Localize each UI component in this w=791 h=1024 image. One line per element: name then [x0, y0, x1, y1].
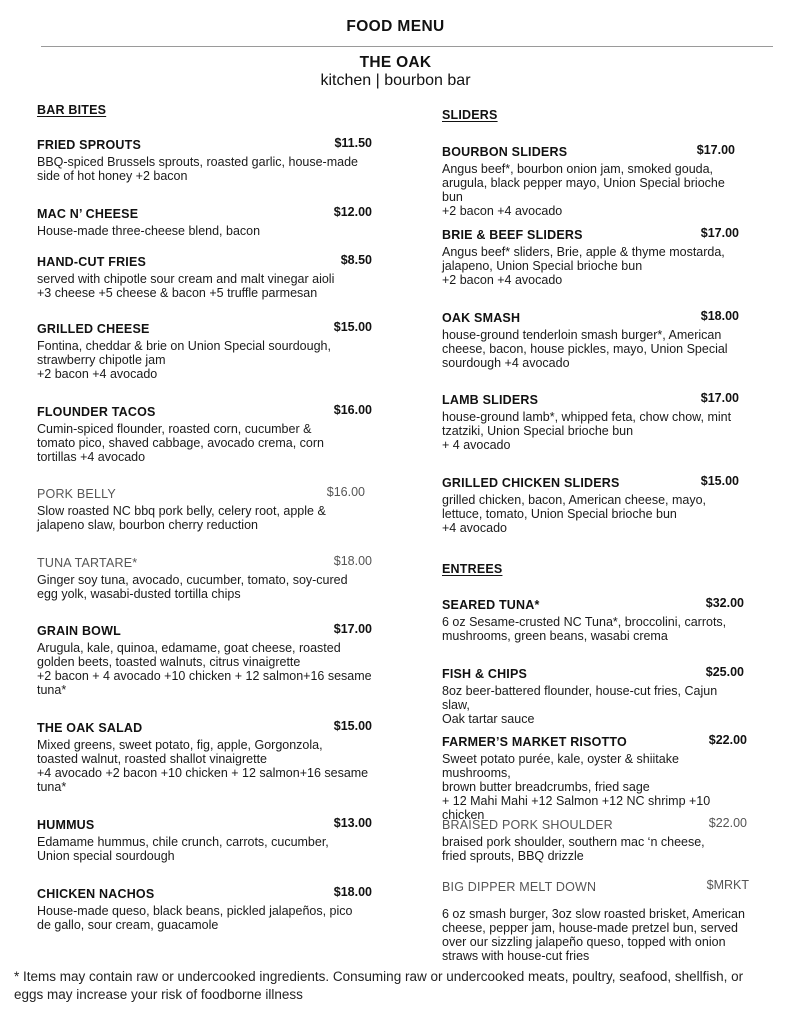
- item-description: Sweet potato purée, kale, oyster & shiitake mushrooms, brown butter breadcrumbs, fried sage + 12 Mahi Mahi +12 Salmon +12 NC shrimp +10 chicken: [442, 752, 711, 822]
- item-price: $16.00: [333, 403, 372, 417]
- item-price: $12.00: [333, 205, 372, 219]
- menu-item-oak-smash: [442, 309, 739, 370]
- item-price: $17.00: [333, 622, 372, 636]
- menu-item-farmers-market-risotto: [442, 733, 747, 822]
- item-price: $8.50: [340, 253, 372, 267]
- menu-item-lamb-sliders: [442, 391, 739, 452]
- menu-item-the-oak-salad: [37, 719, 372, 794]
- item-price: $22.00: [708, 733, 747, 747]
- item-description: House-made three-cheese blend, bacon: [37, 224, 261, 238]
- item-price: $17.00: [700, 226, 739, 240]
- item-name: HUMMUS: [37, 818, 95, 832]
- restaurant-subtitle: kitchen | bourbon bar: [320, 72, 471, 89]
- section-heading-entrees: ENTREES: [442, 562, 503, 576]
- item-name: FRIED SPROUTS: [37, 138, 141, 152]
- menu-item-flounder-tacos: [37, 403, 372, 464]
- menu-item-seared-tuna: [442, 596, 744, 643]
- item-name: OAK SMASH: [442, 311, 521, 325]
- menu-item-grilled-chicken-sliders: [442, 474, 739, 535]
- item-description: House-made queso, black beans, pickled jalapeños, pico de gallo, sour cream, guacamole: [37, 904, 353, 932]
- item-description: house-ground tenderloin smash burger*, American cheese, bacon, house pickles, mayo, Union Special sourdough +4 avocado: [442, 328, 728, 370]
- item-name: BOURBON SLIDERS: [442, 145, 568, 159]
- item-name: SEARED TUNA*: [442, 598, 540, 612]
- section-heading-bar-bites: BAR BITES: [37, 103, 107, 117]
- item-description: braised pork shoulder, southern mac ‘n cheese, fried sprouts, BBQ drizzle: [442, 835, 705, 863]
- item-price: $18.00: [700, 309, 739, 323]
- item-name: CHICKEN NACHOS: [37, 887, 155, 901]
- menu-item-fish-and-chips: [442, 665, 744, 726]
- item-description: 8oz beer-battered flounder, house-cut fries, Cajun slaw, Oak tartar sauce: [442, 684, 718, 726]
- item-price: $18.00: [333, 554, 372, 568]
- allergy-footnote: * Items may contain raw or undercooked ingredients. Consuming raw or undercooked meats, poultry, seafood, shellfish, or eggs may increase your risk of foodborne illness: [14, 969, 744, 1002]
- item-price: $MRKT: [706, 878, 749, 892]
- menu-item-big-dipper-melt-down: [442, 878, 749, 963]
- document-title: FOOD MENU: [346, 18, 445, 35]
- item-name: MAC N’ CHEESE: [37, 207, 139, 221]
- item-name: FISH & CHIPS: [442, 667, 528, 681]
- item-price: $15.00: [333, 320, 372, 334]
- item-description: 6 oz smash burger, 3oz slow roasted brisket, American cheese, pepper jam, house-made pretzel bun, served over our sizzling jalapeño queso, topped with onion straws with house-cut fries: [442, 907, 745, 963]
- item-description: BBQ-spiced Brussels sprouts, roasted garlic, house-made side of hot honey +2 bacon: [37, 155, 358, 183]
- item-description: Edamame hummus, chile crunch, carrots, cucumber, Union special sourdough: [37, 835, 329, 863]
- item-name: LAMB SLIDERS: [442, 393, 539, 407]
- item-description: house-ground lamb*, whipped feta, chow chow, mint tzatziki, Union Special brioche bun + 4 avocado: [442, 410, 732, 452]
- menu-item-brie-beef-sliders: [442, 226, 739, 287]
- item-name: PORK BELLY: [37, 487, 116, 501]
- menu-item-hummus: [37, 816, 372, 863]
- item-description: Angus beef*, bourbon onion jam, smoked gouda, arugula, black pepper mayo, Union Special brioche bun +2 bacon +4 avocado: [442, 162, 725, 218]
- item-price: $16.00: [326, 485, 365, 499]
- menu-item-fried-sprouts: [37, 136, 372, 183]
- item-name: GRAIN BOWL: [37, 624, 121, 638]
- item-name: TUNA TARTARE*: [37, 556, 138, 570]
- item-name: THE OAK SALAD: [37, 721, 143, 735]
- item-name: BRIE & BEEF SLIDERS: [442, 228, 583, 242]
- menu-item-pork-belly: [37, 485, 365, 532]
- item-name: GRILLED CHICKEN SLIDERS: [442, 476, 620, 490]
- item-price: $18.00: [333, 885, 372, 899]
- item-name: FLOUNDER TACOS: [37, 405, 156, 419]
- item-price: $22.00: [708, 816, 747, 830]
- restaurant-name: THE OAK: [359, 54, 432, 71]
- item-name: HAND-CUT FRIES: [37, 255, 147, 269]
- item-description: Cumin-spiced flounder, roasted corn, cucumber & tomato pico, shaved cabbage, avocado crema, corn tortillas +4 avocado: [37, 422, 324, 464]
- item-price: $17.00: [700, 391, 739, 405]
- item-price: $25.00: [705, 665, 744, 679]
- header-divider: [41, 46, 773, 47]
- menu-item-tuna-tartare: [37, 554, 372, 601]
- item-description: served with chipotle sour cream and malt vinegar aioli +3 cheese +5 cheese & bacon +5 truffle parmesan: [37, 272, 335, 300]
- item-price: $15.00: [700, 474, 739, 488]
- menu-item-braised-pork-shoulder: [442, 816, 747, 863]
- item-name: FARMER’S MARKET RISOTTO: [442, 735, 627, 749]
- item-description: Mixed greens, sweet potato, fig, apple, Gorgonzola, toasted walnut, roasted shallot vinaigrette +4 avocado +2 bacon +10 chicken + 12 salmon+16 sesame tuna*: [37, 738, 369, 794]
- menu-item-bourbon-sliders: [442, 143, 735, 218]
- menu-item-grilled-cheese: [37, 320, 372, 381]
- menu-item-chicken-nachos: [37, 885, 372, 932]
- item-description: Fontina, cheddar & brie on Union Special sourdough, strawberry chipotle jam +2 bacon +4 avocado: [37, 339, 331, 381]
- item-name: GRILLED CHEESE: [37, 322, 150, 336]
- item-description: Angus beef* sliders, Brie, apple & thyme mostarda, jalapeno, Union Special brioche bun +2 bacon +4 avocado: [442, 245, 725, 287]
- menu-item-hand-cut-fries: [37, 253, 372, 300]
- item-name: BRAISED PORK SHOULDER: [442, 818, 613, 832]
- section-heading-sliders: SLIDERS: [442, 108, 498, 122]
- item-description: grilled chicken, bacon, American cheese, mayo, lettuce, tomato, Union Special brioche bun +4 avocado: [442, 493, 707, 535]
- item-price: $32.00: [705, 596, 744, 610]
- menu-item-grain-bowl: [37, 622, 372, 697]
- item-name: BIG DIPPER MELT DOWN: [442, 880, 597, 894]
- item-description: Slow roasted NC bbq pork belly, celery root, apple & jalapeno slaw, bourbon cherry reduction: [37, 504, 326, 532]
- item-price: $15.00: [333, 719, 372, 733]
- item-description: 6 oz Sesame-crusted NC Tuna*, broccolini, carrots, mushrooms, green beans, wasabi crema: [442, 615, 727, 643]
- menu-item-mac-n-cheese: [37, 205, 372, 238]
- item-price: $11.50: [334, 136, 372, 150]
- item-description: Ginger soy tuna, avocado, cucumber, tomato, soy-cured egg yolk, wasabi-dusted tortilla chips: [37, 573, 348, 601]
- item-price: $17.00: [696, 143, 735, 157]
- item-description: Arugula, kale, quinoa, edamame, goat cheese, roasted golden beets, toasted walnuts, citrus vinaigrette +2 bacon + 4 avocado +10 chicken + 12 salmon+16 sesame tuna*: [37, 641, 372, 697]
- item-price: $13.00: [333, 816, 372, 830]
